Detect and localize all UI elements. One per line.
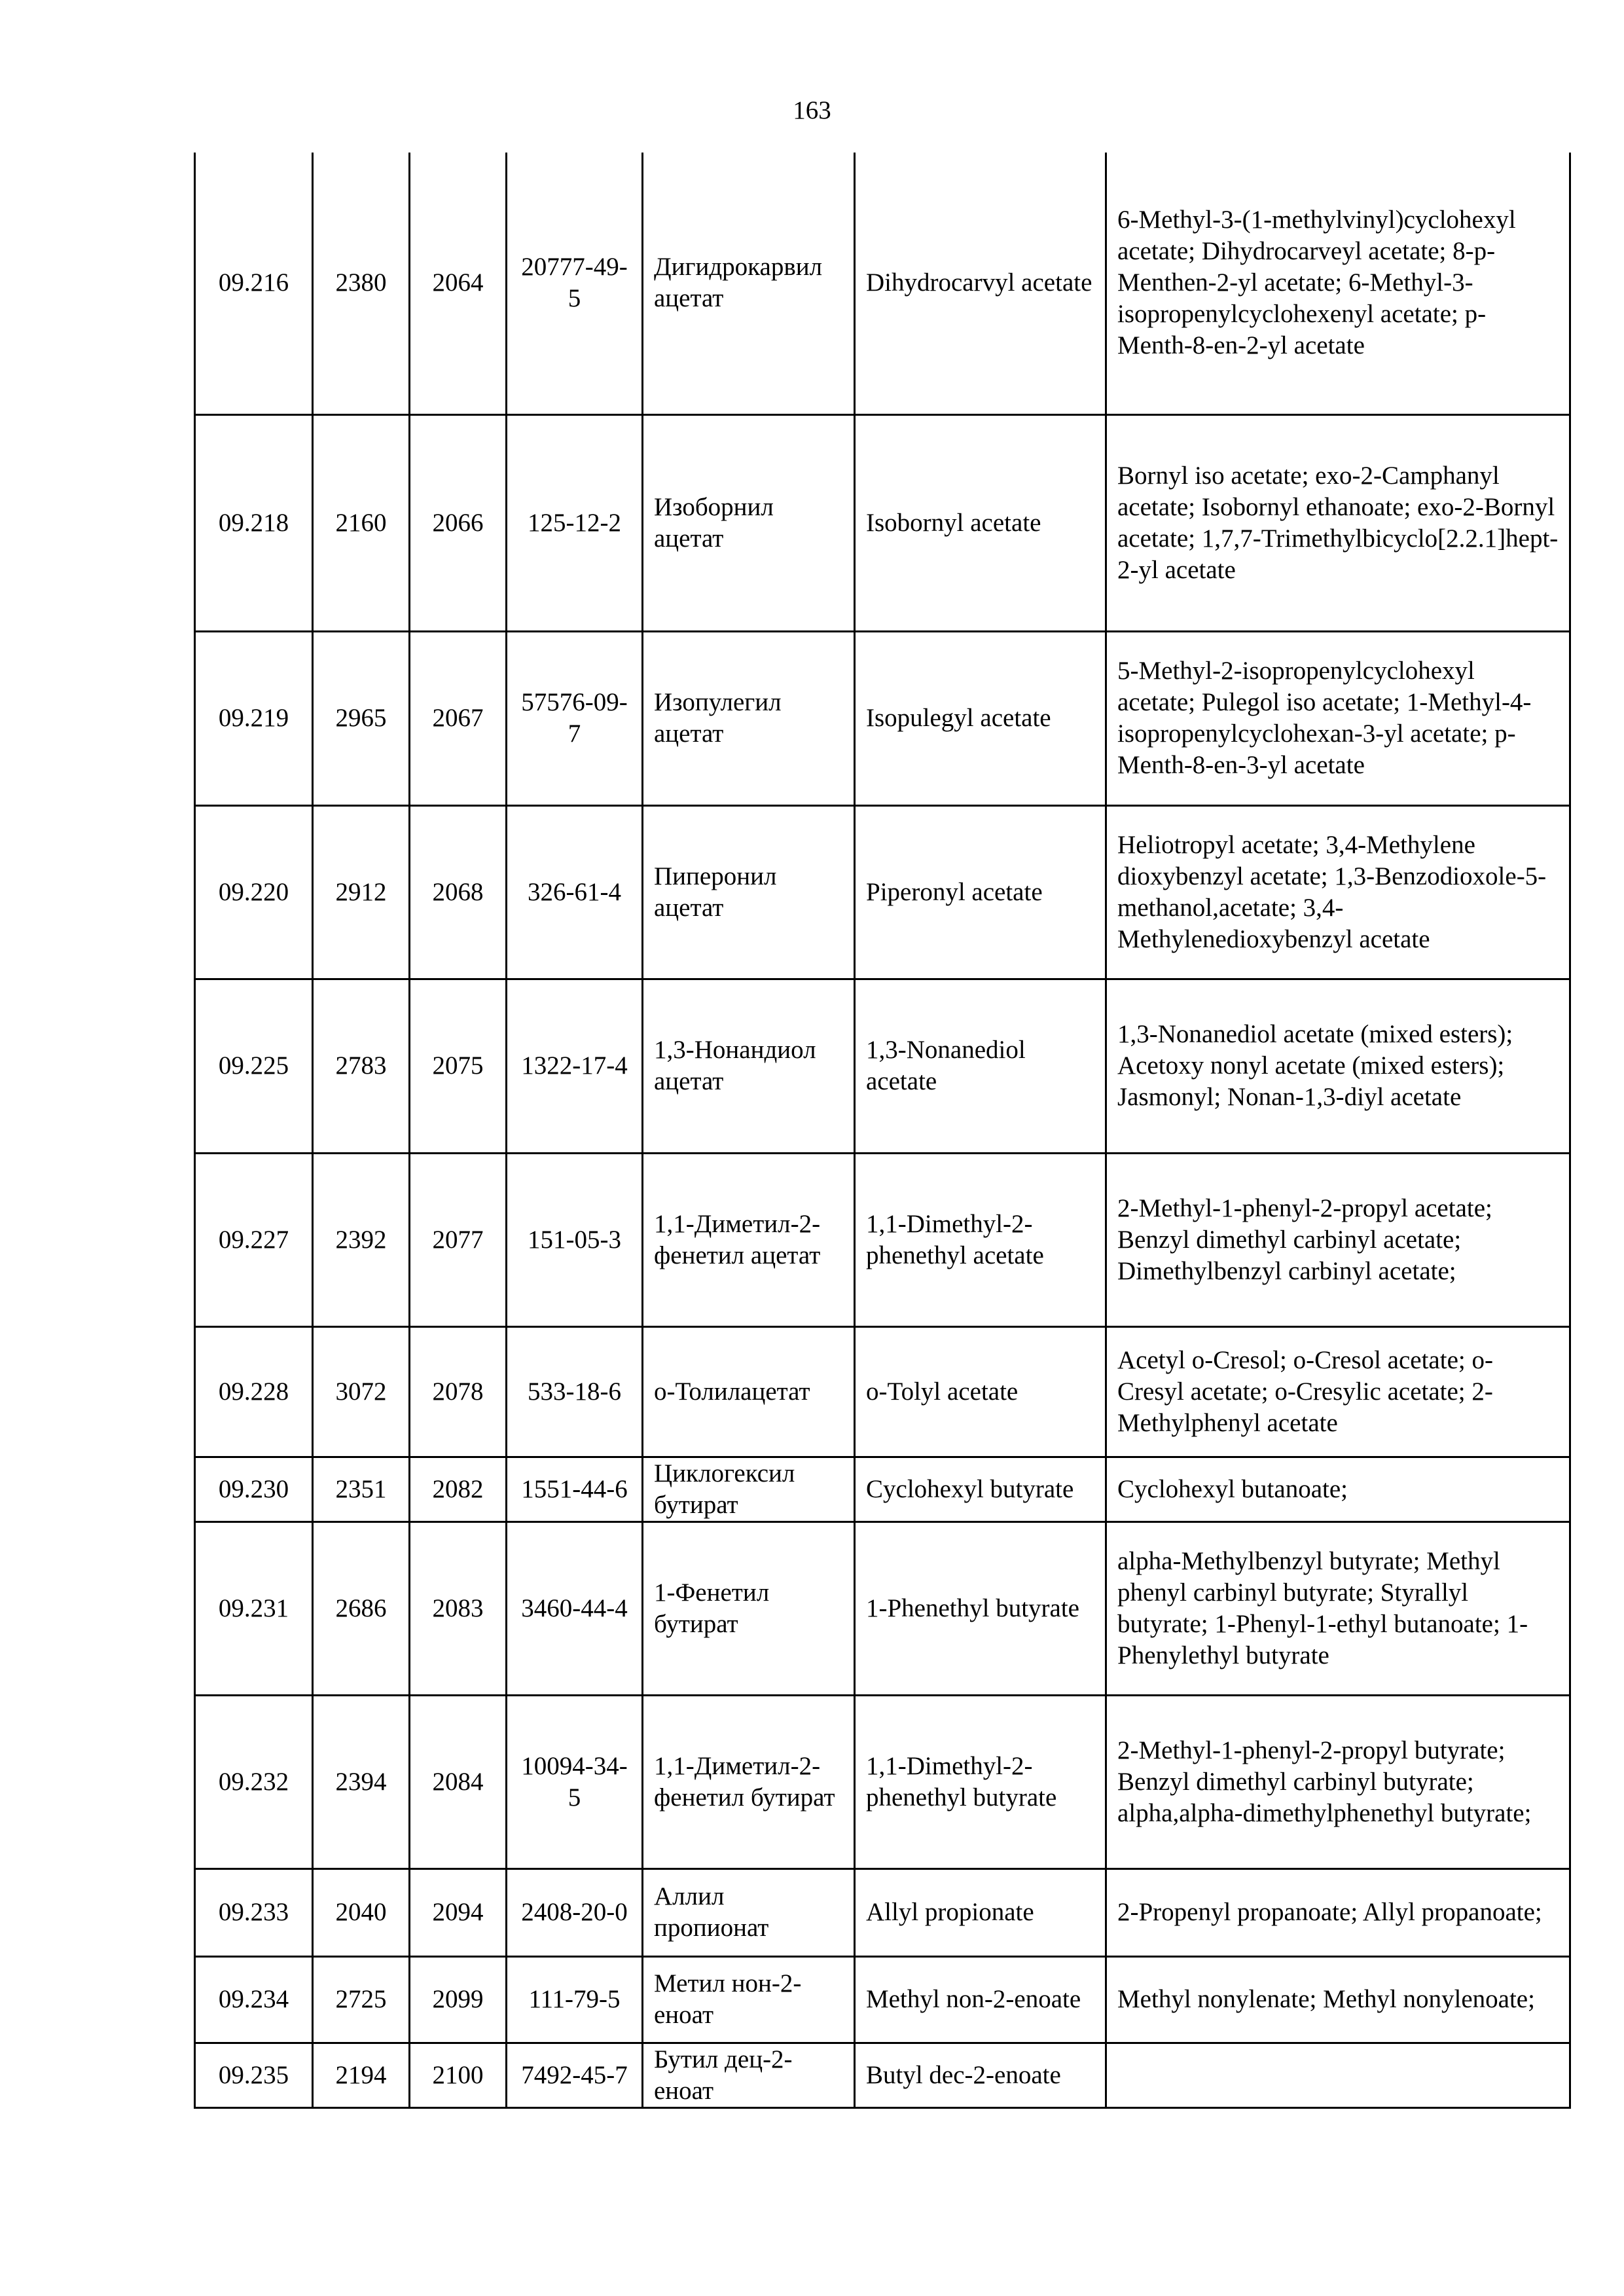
synonyms-cell: 5-Methyl-2-isopropenylcyclohexyl acetate; Pulegol iso acetate; 1-Methyl-4-isopropenylcyclohexan-3-yl acetate; p-Menth-8-en-3-yl acetate — [1106, 631, 1570, 805]
synonyms-cell: 6-Methyl-3-(1-methylvinyl)cyclohexyl acetate; Dihydrocarveyl acetate; 8-p-Menthen-2-yl acetate; 6-Methyl-3-isopropenylcyclohexenyl acetate; p-Menth-8-en-2-yl acetate — [1106, 153, 1570, 414]
name-russian-cell: Дигидрокарвил ацетат — [643, 153, 855, 414]
code1-cell: 2351 — [313, 1457, 410, 1522]
cas-number-cell: 151-05-3 — [507, 1153, 643, 1326]
table-row — [195, 1153, 1570, 1326]
table-row — [195, 805, 1570, 979]
name-russian-cell: Пиперонил ацетат — [643, 805, 855, 979]
name-english-cell: 1-Phenethyl butyrate — [855, 1522, 1106, 1695]
cas-number-cell: 10094-34-5 — [507, 1695, 643, 1868]
name-english-cell: Butyl dec-2-enoate — [855, 2043, 1106, 2107]
name-english-cell: 1,3-Nonanediol acetate — [855, 979, 1106, 1153]
table-row — [195, 1522, 1570, 1695]
name-english-cell: 1,1-Dimethyl-2-phenethyl acetate — [855, 1153, 1106, 1326]
synonyms-cell: Heliotropyl acetate; 3,4-Methylene dioxybenzyl acetate; 1,3-Benzodioxole-5-methanol,acetate; 3,4-Methylenedioxybenzyl acetate — [1106, 805, 1570, 979]
synonyms-cell: Acetyl o-Cresol; o-Cresol acetate; o-Cresyl acetate; o-Cresylic acetate; 2-Methylphenyl acetate — [1106, 1326, 1570, 1457]
fl-number-cell: 09.219 — [195, 631, 313, 805]
name-english-cell: Piperonyl acetate — [855, 805, 1106, 979]
cas-number-cell: 326-61-4 — [507, 805, 643, 979]
cas-number-cell: 1322-17-4 — [507, 979, 643, 1153]
table-row — [195, 1956, 1570, 2043]
table-row — [195, 153, 1570, 414]
flavouring-substances-table — [194, 153, 1571, 2109]
fl-number-cell: 09.227 — [195, 1153, 313, 1326]
page-number: 163 — [793, 96, 831, 124]
name-english-cell: Dihydrocarvyl acetate — [855, 153, 1106, 414]
cas-number-cell: 20777-49-5 — [507, 153, 643, 414]
name-english-cell: Methyl non-2-enoate — [855, 1956, 1106, 2043]
code1-cell: 2160 — [313, 414, 410, 631]
table-row — [195, 1695, 1570, 1868]
code2-cell: 2068 — [410, 805, 507, 979]
synonyms-cell: 1,3-Nonanediol acetate (mixed esters); Acetoxy nonyl acetate (mixed esters); Jasmonyl; Nonan-1,3-diyl acetate — [1106, 979, 1570, 1153]
code1-cell: 2040 — [313, 1868, 410, 1956]
name-english-cell: 1,1-Dimethyl-2-phenethyl butyrate — [855, 1695, 1106, 1868]
name-english-cell: Isobornyl acetate — [855, 414, 1106, 631]
name-russian-cell: 1-Фенетил бутират — [643, 1522, 855, 1695]
name-russian-cell: 1,1-Диметил-2-фенетил бутират — [643, 1695, 855, 1868]
fl-number-cell: 09.228 — [195, 1326, 313, 1457]
table-row — [195, 979, 1570, 1153]
fl-number-cell: 09.220 — [195, 805, 313, 979]
table-row — [195, 2043, 1570, 2107]
synonyms-cell: Methyl nonylenate; Methyl nonylenoate; — [1106, 1956, 1570, 2043]
code1-cell: 2783 — [313, 979, 410, 1153]
code2-cell: 2066 — [410, 414, 507, 631]
code1-cell: 2725 — [313, 1956, 410, 2043]
name-russian-cell: о-Толилацетат — [643, 1326, 855, 1457]
cas-number-cell: 7492-45-7 — [507, 2043, 643, 2107]
code1-cell: 2392 — [313, 1153, 410, 1326]
name-russian-cell: Метил нон-2-еноат — [643, 1956, 855, 2043]
name-english-cell: o-Tolyl acetate — [855, 1326, 1106, 1457]
code2-cell: 2083 — [410, 1522, 507, 1695]
synonyms-cell: 2-Propenyl propanoate; Allyl propanoate; — [1106, 1868, 1570, 1956]
name-english-cell: Cyclohexyl butyrate — [855, 1457, 1106, 1522]
code1-cell: 2912 — [313, 805, 410, 979]
name-russian-cell: Циклогексил бутират — [643, 1457, 855, 1522]
table-row — [195, 631, 1570, 805]
code1-cell: 3072 — [313, 1326, 410, 1457]
fl-number-cell: 09.233 — [195, 1868, 313, 1956]
code1-cell: 2965 — [313, 631, 410, 805]
synonyms-cell: alpha-Methylbenzyl butyrate; Methyl phenyl carbinyl butyrate; Styrallyl butyrate; 1-Phenyl-1-ethyl butanoate; 1-Phenylethyl butyrate — [1106, 1522, 1570, 1695]
code2-cell: 2099 — [410, 1956, 507, 2043]
cas-number-cell: 2408-20-0 — [507, 1868, 643, 1956]
fl-number-cell: 09.232 — [195, 1695, 313, 1868]
code2-cell: 2064 — [410, 153, 507, 414]
name-russian-cell: 1,1-Диметил-2-фенетил ацетат — [643, 1153, 855, 1326]
cas-number-cell: 533-18-6 — [507, 1326, 643, 1457]
fl-number-cell: 09.230 — [195, 1457, 313, 1522]
table-row — [195, 1868, 1570, 1956]
name-russian-cell: Аллил пропионат — [643, 1868, 855, 1956]
cas-number-cell: 3460-44-4 — [507, 1522, 643, 1695]
synonyms-cell — [1106, 2043, 1570, 2107]
name-russian-cell: Изопулегил ацетат — [643, 631, 855, 805]
fl-number-cell: 09.235 — [195, 2043, 313, 2107]
table-row — [195, 1326, 1570, 1457]
fl-number-cell: 09.225 — [195, 979, 313, 1153]
synonyms-cell: 2-Methyl-1-phenyl-2-propyl acetate; Benzyl dimethyl carbinyl acetate; Dimethylbenzyl carbinyl acetate; — [1106, 1153, 1570, 1326]
name-russian-cell: Изоборнил ацетат — [643, 414, 855, 631]
table-row — [195, 1457, 1570, 1522]
code2-cell: 2094 — [410, 1868, 507, 1956]
code2-cell: 2078 — [410, 1326, 507, 1457]
name-russian-cell: 1,3-Нонандиол ацетат — [643, 979, 855, 1153]
fl-number-cell: 09.216 — [195, 153, 313, 414]
name-english-cell: Isopulegyl acetate — [855, 631, 1106, 805]
fl-number-cell: 09.234 — [195, 1956, 313, 2043]
code2-cell: 2075 — [410, 979, 507, 1153]
code1-cell: 2380 — [313, 153, 410, 414]
code1-cell: 2194 — [313, 2043, 410, 2107]
name-english-cell: Allyl propionate — [855, 1868, 1106, 1956]
table-row — [195, 414, 1570, 631]
code2-cell: 2077 — [410, 1153, 507, 1326]
code2-cell: 2100 — [410, 2043, 507, 2107]
flavouring-substances-table-container — [194, 153, 1571, 2109]
cas-number-cell: 125-12-2 — [507, 414, 643, 631]
code2-cell: 2084 — [410, 1695, 507, 1868]
code1-cell: 2686 — [313, 1522, 410, 1695]
synonyms-cell: Cyclohexyl butanoate; — [1106, 1457, 1570, 1522]
code2-cell: 2082 — [410, 1457, 507, 1522]
fl-number-cell: 09.231 — [195, 1522, 313, 1695]
name-russian-cell: Бутил дец-2-еноат — [643, 2043, 855, 2107]
cas-number-cell: 57576-09-7 — [507, 631, 643, 805]
cas-number-cell: 111-79-5 — [507, 1956, 643, 2043]
code1-cell: 2394 — [313, 1695, 410, 1868]
synonyms-cell: Bornyl iso acetate; exo-2-Camphanyl acetate; Isobornyl ethanoate; exo-2-Bornyl acetate; 1,7,7-Trimethylbicyclo[2.2.1]hept-2-yl acetate — [1106, 414, 1570, 631]
fl-number-cell: 09.218 — [195, 414, 313, 631]
code2-cell: 2067 — [410, 631, 507, 805]
cas-number-cell: 1551-44-6 — [507, 1457, 643, 1522]
synonyms-cell: 2-Methyl-1-phenyl-2-propyl butyrate; Benzyl dimethyl carbinyl butyrate; alpha,alpha-dimethylphenethyl butyrate; — [1106, 1695, 1570, 1868]
